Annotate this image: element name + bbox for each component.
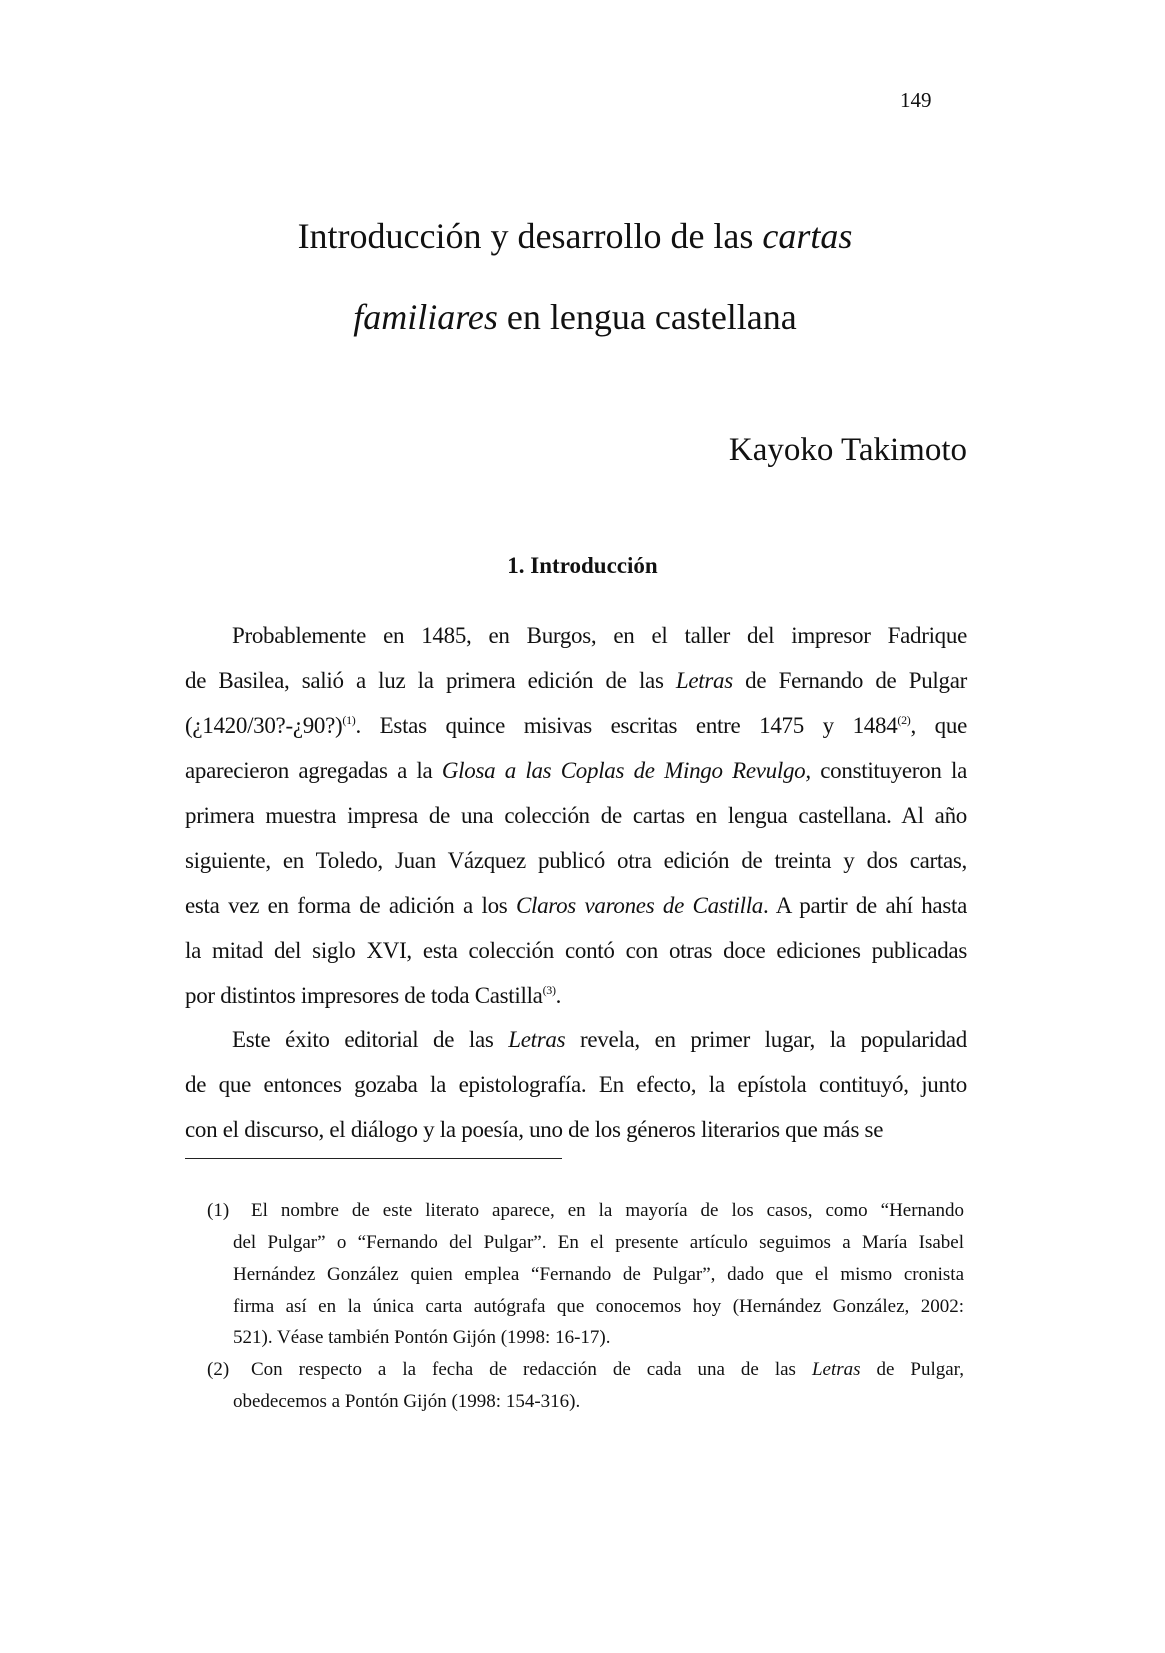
body-line (185, 981, 967, 1011)
italic-text: Letras (811, 1359, 861, 1380)
text-segment: obedecemos a Pontón Gijón (1998: 154-316). (233, 1391, 581, 1412)
text-segment: la mitad del siglo XVI, esta colección contó con otras doce ediciones publicadas (185, 938, 967, 963)
footnote-line (251, 1358, 964, 1382)
body-line (232, 1025, 967, 1055)
body-line (185, 846, 967, 876)
text-segment: aparecieron agregadas a la (185, 758, 442, 783)
page-number: 149 (900, 88, 932, 112)
title-text: en lengua castellana (497, 297, 797, 337)
footnote-line (233, 1390, 964, 1414)
footnote-ref[interactable]: (3) (542, 983, 556, 997)
text-segment: siguiente, en Toledo, Juan Vázquez publicó otra edición de treinta y dos cartas, (185, 848, 967, 873)
text-segment: constituyeron la (810, 758, 967, 783)
text-segment: (¿1420/30?-¿90?) (185, 713, 343, 738)
italic-text: Letras (508, 1027, 566, 1052)
title-text: Introducción y desarrollo de las (297, 216, 763, 256)
body-line (185, 1115, 967, 1145)
text-segment: 521). Véase también Pontón Gijón (1998: 16-17). (233, 1327, 611, 1348)
text-segment: por distintos impresores de toda Castilla (185, 983, 543, 1008)
footnote-ref[interactable]: (2) (897, 713, 911, 727)
footnote-line (233, 1231, 964, 1255)
body-line (185, 666, 967, 696)
footnote-number: (1) (207, 1200, 230, 1221)
footnote-number: (2) (207, 1359, 230, 1380)
footnote-line (233, 1263, 964, 1287)
text-segment: , que (910, 713, 967, 738)
text-segment: primera muestra impresa de una colección de cartas en lengua castellana. Al año (185, 803, 967, 828)
text-segment: de Pulgar, (860, 1359, 964, 1380)
text-segment: El nombre de este literato aparece, en la mayoría de los casos, como “Hernando (251, 1200, 964, 1221)
footnote-line (251, 1199, 964, 1223)
text-segment: esta vez en forma de adición a los (185, 893, 516, 918)
italic-text: Glosa a las Coplas de Mingo Revulgo, (441, 758, 811, 783)
text-segment: firma así en la única carta autógrafa que conocemos hoy (Hernández González, 2002: (233, 1296, 964, 1317)
text-segment: . (555, 983, 562, 1008)
footnote-line (233, 1295, 964, 1319)
text-segment: . Estas quince misivas escritas entre 1475 y 1484 (355, 713, 898, 738)
body-line (185, 756, 967, 786)
italic-text: Claros varones de Castilla (515, 893, 763, 918)
text-segment: . A partir de ahí hasta (763, 893, 967, 918)
text-segment: de Basilea, salió a luz la primera edición de las (185, 668, 676, 693)
article-title-line-1 (150, 215, 1000, 257)
body-line (185, 801, 967, 831)
footnote-line (233, 1326, 964, 1350)
text-segment: de que entonces gozaba la epistolografía. En efecto, la epístola contituyó, junto (185, 1072, 967, 1097)
text-segment: revela, en primer lugar, la popularidad (565, 1027, 967, 1052)
body-line (185, 711, 967, 741)
section-heading: 1. Introducción (507, 553, 658, 578)
author-name: Kayoko Takimoto (728, 432, 967, 468)
title-italic: cartas (762, 216, 853, 256)
text-segment: Con respecto a la fecha de redacción de cada una de las (251, 1359, 812, 1380)
text-segment: del Pulgar” o “Fernando del Pulgar”. En el presente artículo seguimos a María Isabel (233, 1232, 964, 1253)
article-title-line-2 (150, 296, 1000, 338)
text-segment: Probablemente en 1485, en Burgos, en el taller del impresor Fadrique (232, 623, 967, 648)
body-line (185, 891, 967, 921)
body-line (185, 936, 967, 966)
text-segment: con el discurso, el diálogo y la poesía, uno de los géneros literarios que más se (185, 1117, 884, 1142)
title-italic: familiares (353, 297, 498, 337)
text-segment: de Fernando de Pulgar (732, 668, 967, 693)
text-segment: Hernández González quien emplea “Fernando de Pulgar”, dado que el mismo cronista (233, 1264, 964, 1285)
footnote-ref[interactable]: (1) (342, 713, 356, 727)
text-segment: Este éxito editorial de las (232, 1027, 509, 1052)
body-line (185, 1070, 967, 1100)
footnote-divider (185, 1158, 562, 1159)
italic-text: Letras (675, 668, 733, 693)
body-line (232, 621, 967, 651)
